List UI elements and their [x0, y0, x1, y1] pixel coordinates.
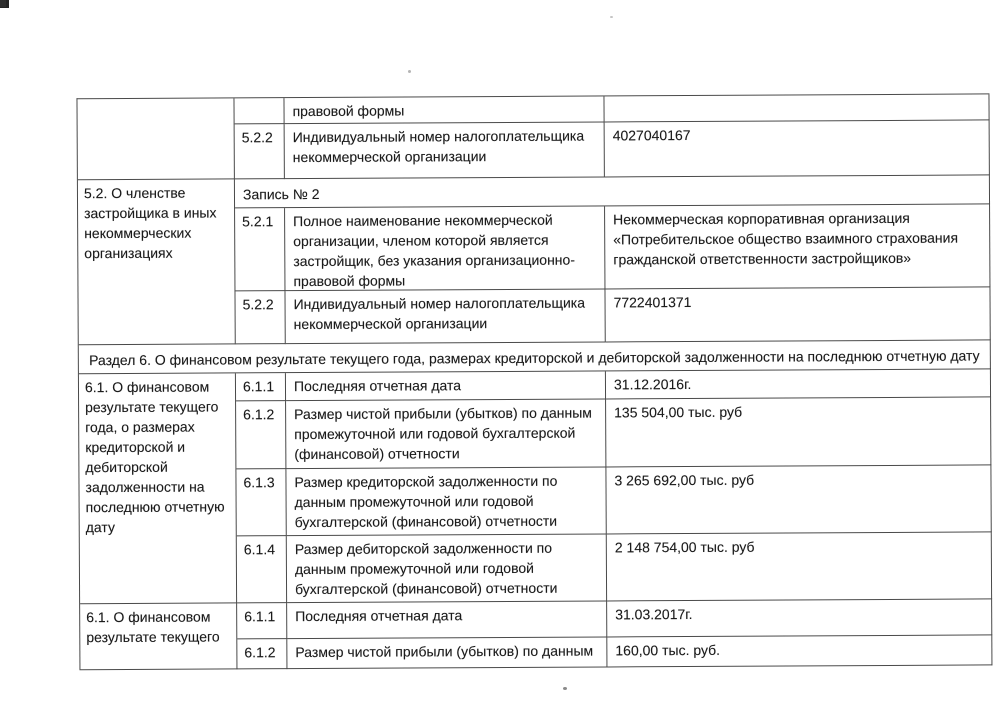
section-label-cell: 6.1. О финансовом результате текущего года, о размерах кредиторской и дебиторской задолженности на последнюю отчетную дату — [79, 373, 237, 604]
row-num-cell: 6.1.1 — [236, 373, 286, 401]
row-desc-cell: Полное наименование некоммерческой организации, членом которой является застройщик, без указания организационно-правовой формы — [285, 206, 605, 291]
scan-artifact-speck — [408, 70, 411, 73]
scan-artifact-speck — [610, 16, 613, 18]
row-desc-cell: Размер чистой прибыли (убытков) по данным промежуточной или годовой бухгалтерской (финансовой) отчетности — [286, 399, 606, 469]
row-num-cell — [234, 98, 284, 124]
record-header-cell: Запись № 2 — [235, 175, 990, 208]
developer-disclosure-table — [76, 93, 992, 670]
row-desc-cell: Последняя отчетная дата — [287, 601, 607, 639]
row-desc-cell: Размер дебиторской задолженности по данным промежуточной или годовой бухгалтерской (финансовой) отчетности — [287, 534, 607, 603]
row-desc-cell: Размер кредиторской задолженности по данным промежуточной или годовой бухгалтерской (финансовой) отчетности — [286, 467, 606, 536]
row-value-cell: 135 504,00 тыс. руб — [606, 397, 991, 467]
row-num-cell: 6.1.4 — [237, 536, 287, 603]
row-value-cell — [604, 94, 989, 122]
row-num-cell: 6.1.3 — [236, 469, 286, 536]
row-value-cell: 3 265 692,00 тыс. руб — [606, 465, 991, 534]
row-desc-cell: правовой формы — [284, 96, 604, 124]
row-num-cell: 5.2.2 — [235, 291, 285, 344]
row-num-cell: 6.1.1 — [237, 603, 287, 639]
row-desc-cell: Последняя отчетная дата — [286, 371, 606, 401]
section-6-header-row: Раздел 6. О финансовом результате текущего года, размерах кредиторской и дебиторской задолженности на последнюю отчетную дату — [79, 340, 991, 374]
row-num-cell: 6.1.2 — [236, 401, 286, 469]
row-num-cell: 5.2.1 — [235, 208, 285, 291]
section-label-cell: 6.1. О финансовом результате текущего — [80, 603, 237, 670]
row-desc-cell: Размер чистой прибыли (убытков) по данным — [287, 637, 607, 669]
row-value-cell: Некоммерческая корпоративная организация «Потребительское общество взаимного страхования гражданской ответственности застройщиков» — [605, 204, 990, 289]
row-desc-cell: Индивидуальный номер налогоплательщика некоммерческой организации — [285, 289, 605, 344]
row-value-cell: 4027040167 — [605, 120, 990, 177]
section-label-cell-empty — [77, 98, 234, 180]
scan-artifact-speck — [563, 687, 567, 690]
section-label-cell: 5.2. О членстве застройщика в иных некоммерческих организациях — [78, 179, 236, 345]
row-value-cell: 7722401371 — [605, 287, 990, 342]
row-value-cell: 31.03.2017г. — [607, 599, 992, 637]
row-num-cell: 6.1.2 — [237, 639, 287, 669]
row-desc-cell: Индивидуальный номер налогоплательщика некоммерческой организации — [285, 122, 605, 179]
row-num-cell: 5.2.2 — [235, 124, 285, 179]
scan-artifact-mark — [0, 0, 6, 7]
row-value-cell: 31.12.2016г. — [606, 369, 991, 399]
row-value-cell: 160,00 тыс. руб. — [607, 635, 992, 667]
row-value-cell: 2 148 754,00 тыс. руб — [607, 532, 992, 601]
